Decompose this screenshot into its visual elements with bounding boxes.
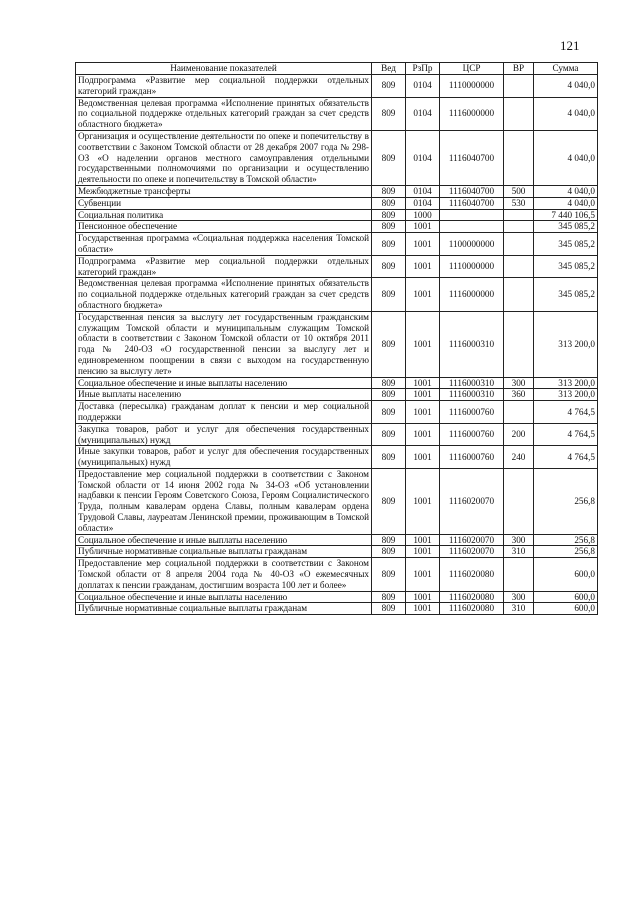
cell-ved: 809 — [372, 446, 406, 469]
cell-sum: 7 440 106,5 — [534, 209, 598, 221]
table-row — [76, 377, 598, 389]
cell-ved: 809 — [372, 546, 406, 558]
cell-rzpr: 0104 — [406, 75, 440, 98]
table-row — [76, 197, 598, 209]
cell-name: Подпрограмма «Развитие мер социальной поддержки отдельных категорий граждан» — [76, 75, 372, 98]
cell-vr — [504, 255, 534, 278]
cell-sum: 4 040,0 — [534, 130, 598, 185]
page-number: 121 — [560, 38, 580, 53]
table-row — [76, 278, 598, 311]
table-row — [76, 534, 598, 546]
cell-ved: 809 — [372, 97, 406, 130]
table-row — [76, 209, 598, 221]
cell-name: Пенсионное обеспечение — [76, 221, 372, 233]
cell-sum: 313 200,0 — [534, 377, 598, 389]
cell-vr — [504, 97, 534, 130]
cell-name: Публичные нормативные социальные выплаты гражданам — [76, 603, 372, 615]
table-row — [76, 423, 598, 446]
cell-name: Организация и осуществление деятельности по опеке и попечительству в соответствии с Законом Томской области от 28 декабря 2007 года № 298-ОЗ «О наделении органов местного самоуправления отдельными государственными полномочиями по организации и осуществлению деятельности по опеке и попечительству в Томской области» — [76, 130, 372, 185]
table-row — [76, 185, 598, 197]
cell-ved: 809 — [372, 591, 406, 603]
cell-csr: 1110000000 — [440, 255, 504, 278]
cell-sum: 4 040,0 — [534, 197, 598, 209]
cell-sum: 4 764,5 — [534, 401, 598, 424]
cell-rzpr: 1001 — [406, 603, 440, 615]
table-row — [76, 558, 598, 591]
table-row — [76, 255, 598, 278]
cell-ved: 809 — [372, 278, 406, 311]
table-body — [76, 75, 598, 615]
cell-vr: 200 — [504, 423, 534, 446]
cell-ved: 809 — [372, 534, 406, 546]
cell-name: Социальное обеспечение и иные выплаты населению — [76, 377, 372, 389]
cell-csr: 1110000000 — [440, 75, 504, 98]
table-row — [76, 401, 598, 424]
cell-vr — [504, 221, 534, 233]
cell-ved: 809 — [372, 468, 406, 534]
cell-csr: 1116000760 — [440, 446, 504, 469]
cell-vr — [504, 130, 534, 185]
cell-rzpr: 1001 — [406, 468, 440, 534]
cell-name: Доставка (пересылка) гражданам доплат к пенсии и мер социальной поддержки — [76, 401, 372, 424]
cell-rzpr: 1001 — [406, 233, 440, 256]
cell-name: Социальное обеспечение и иные выплаты населению — [76, 534, 372, 546]
cell-name: Иные выплаты населению — [76, 389, 372, 401]
cell-rzpr: 1001 — [406, 311, 440, 377]
cell-sum: 256,8 — [534, 534, 598, 546]
cell-sum: 4 764,5 — [534, 423, 598, 446]
cell-name: Ведомственная целевая программа «Исполнение принятых обязательств по социальной поддержке отдельных категорий граждан за счет средств областного бюджета» — [76, 278, 372, 311]
cell-sum: 600,0 — [534, 603, 598, 615]
cell-csr — [440, 209, 504, 221]
cell-sum: 345 085,2 — [534, 233, 598, 256]
cell-ved: 809 — [372, 221, 406, 233]
cell-vr — [504, 233, 534, 256]
table-row — [76, 311, 598, 377]
cell-vr: 310 — [504, 603, 534, 615]
cell-name: Иные закупки товаров, работ и услуг для обеспечения государственных (муниципальных) нужд — [76, 446, 372, 469]
cell-ved: 809 — [372, 130, 406, 185]
cell-name: Субвенции — [76, 197, 372, 209]
cell-csr: 1116020080 — [440, 603, 504, 615]
cell-ved: 809 — [372, 197, 406, 209]
table-row — [76, 75, 598, 98]
cell-csr: 1116040700 — [440, 130, 504, 185]
table-row — [76, 221, 598, 233]
cell-csr: 1116000000 — [440, 97, 504, 130]
cell-vr: 310 — [504, 546, 534, 558]
cell-csr: 1116000760 — [440, 423, 504, 446]
cell-rzpr: 1001 — [406, 221, 440, 233]
cell-rzpr: 0104 — [406, 197, 440, 209]
cell-ved: 809 — [372, 255, 406, 278]
column-header-sum: Сумма — [534, 63, 598, 75]
cell-name: Публичные нормативные социальные выплаты гражданам — [76, 546, 372, 558]
cell-vr — [504, 558, 534, 591]
cell-sum: 313 200,0 — [534, 311, 598, 377]
cell-ved: 809 — [372, 75, 406, 98]
column-header-vr: ВР — [504, 63, 534, 75]
cell-ved: 809 — [372, 389, 406, 401]
cell-csr: 1116020070 — [440, 546, 504, 558]
column-header-ved: Вед — [372, 63, 406, 75]
cell-sum: 345 085,2 — [534, 255, 598, 278]
cell-sum: 4 764,5 — [534, 446, 598, 469]
cell-vr: 300 — [504, 534, 534, 546]
cell-ved: 809 — [372, 558, 406, 591]
cell-name: Социальная политика — [76, 209, 372, 221]
cell-vr — [504, 75, 534, 98]
cell-sum: 4 040,0 — [534, 75, 598, 98]
cell-sum: 4 040,0 — [534, 185, 598, 197]
cell-sum: 4 040,0 — [534, 97, 598, 130]
cell-rzpr: 1001 — [406, 389, 440, 401]
cell-sum: 600,0 — [534, 558, 598, 591]
table-row — [76, 389, 598, 401]
table-row — [76, 446, 598, 469]
cell-sum: 600,0 — [534, 591, 598, 603]
cell-rzpr: 1001 — [406, 423, 440, 446]
column-header-csr: ЦСР — [440, 63, 504, 75]
cell-ved: 809 — [372, 401, 406, 424]
cell-csr: 1116020070 — [440, 534, 504, 546]
cell-rzpr: 0104 — [406, 130, 440, 185]
cell-csr: 1100000000 — [440, 233, 504, 256]
cell-rzpr: 1001 — [406, 558, 440, 591]
table-row — [76, 603, 598, 615]
column-header-name: Наименование показателей — [76, 63, 372, 75]
table-row — [76, 97, 598, 130]
cell-csr: 1116000310 — [440, 311, 504, 377]
cell-vr — [504, 311, 534, 377]
budget-table — [75, 62, 598, 615]
cell-ved: 809 — [372, 185, 406, 197]
cell-rzpr: 1001 — [406, 278, 440, 311]
cell-csr: 1116000310 — [440, 389, 504, 401]
cell-name: Межбюджетные трансферты — [76, 185, 372, 197]
cell-rzpr: 1001 — [406, 534, 440, 546]
table-row — [76, 546, 598, 558]
cell-rzpr: 1001 — [406, 401, 440, 424]
cell-sum: 345 085,2 — [534, 221, 598, 233]
cell-rzpr: 1000 — [406, 209, 440, 221]
table-header-row — [76, 63, 598, 75]
cell-vr — [504, 209, 534, 221]
cell-csr: 1116020080 — [440, 591, 504, 603]
cell-rzpr: 0104 — [406, 97, 440, 130]
cell-sum: 313 200,0 — [534, 389, 598, 401]
cell-vr: 500 — [504, 185, 534, 197]
cell-ved: 809 — [372, 423, 406, 446]
cell-name: Государственная программа «Социальная поддержка населения Томской области» — [76, 233, 372, 256]
cell-ved: 809 — [372, 603, 406, 615]
cell-vr — [504, 468, 534, 534]
cell-rzpr: 1001 — [406, 446, 440, 469]
cell-vr — [504, 401, 534, 424]
cell-vr: 530 — [504, 197, 534, 209]
cell-rzpr: 1001 — [406, 255, 440, 278]
cell-rzpr: 0104 — [406, 185, 440, 197]
cell-rzpr: 1001 — [406, 377, 440, 389]
cell-csr: 1116000310 — [440, 377, 504, 389]
cell-csr: 1116000000 — [440, 278, 504, 311]
table-row — [76, 468, 598, 534]
cell-csr: 1116000760 — [440, 401, 504, 424]
cell-ved: 809 — [372, 311, 406, 377]
cell-name: Государственная пенсия за выслугу лет государственным гражданским служащим Томской области и муниципальным служащим Томской области в соответствии с Законом Томской области от 10 октября 2011 года № 240-ОЗ «О государственной пенсии за выслугу лет и единовременном поощрении в связи с выходом на государственную пенсию за выслугу лет» — [76, 311, 372, 377]
cell-vr: 360 — [504, 389, 534, 401]
cell-rzpr: 1001 — [406, 546, 440, 558]
table-row — [76, 130, 598, 185]
cell-csr: 1116040700 — [440, 197, 504, 209]
cell-vr: 240 — [504, 446, 534, 469]
cell-vr — [504, 278, 534, 311]
cell-csr: 1116040700 — [440, 185, 504, 197]
cell-name: Подпрограмма «Развитие мер социальной поддержки отдельных категорий граждан» — [76, 255, 372, 278]
cell-name: Социальное обеспечение и иные выплаты населению — [76, 591, 372, 603]
cell-sum: 345 085,2 — [534, 278, 598, 311]
cell-sum: 256,8 — [534, 468, 598, 534]
cell-csr — [440, 221, 504, 233]
column-header-rzpr: РзПр — [406, 63, 440, 75]
cell-vr: 300 — [504, 377, 534, 389]
cell-name: Ведомственная целевая программа «Исполнение принятых обязательств по социальной поддержке отдельных категорий граждан за счет средств областного бюджета» — [76, 97, 372, 130]
table-row — [76, 591, 598, 603]
cell-vr: 300 — [504, 591, 534, 603]
cell-ved: 809 — [372, 377, 406, 389]
table-row — [76, 233, 598, 256]
cell-name: Предоставление мер социальной поддержки в соответствии с Законом Томской области от 14 июня 2002 года № 34-ОЗ «Об установлении надбавки к пенсии Героям Советского Союза, Героям Социалистического Труда, полным кавалерам ордена Славы, полным кавалерам ордена Трудовой Славы, лауреатам Ленинской премии, проживающим в Томской области» — [76, 468, 372, 534]
cell-ved: 809 — [372, 233, 406, 256]
cell-ved: 809 — [372, 209, 406, 221]
cell-csr: 1116020080 — [440, 558, 504, 591]
cell-name: Предоставление мер социальной поддержки в соответствии с Законом Томской области от 8 апреля 2004 года № 40-ОЗ «О ежемесячных доплатах к пенсии гражданам, достигшим возраста 100 лет и более» — [76, 558, 372, 591]
cell-name: Закупка товаров, работ и услуг для обеспечения государственных (муниципальных) нужд — [76, 423, 372, 446]
cell-sum: 256,8 — [534, 546, 598, 558]
cell-rzpr: 1001 — [406, 591, 440, 603]
cell-csr: 1116020070 — [440, 468, 504, 534]
